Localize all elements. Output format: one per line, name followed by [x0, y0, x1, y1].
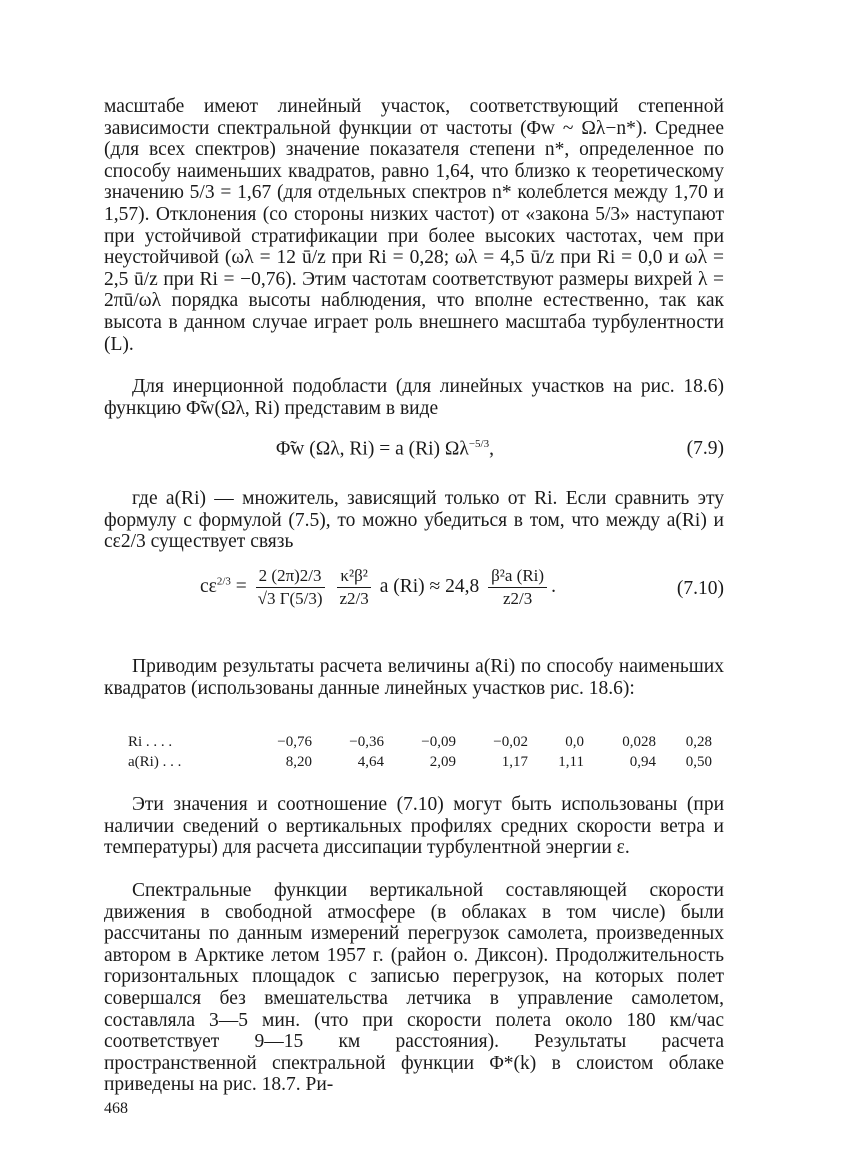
equation-7-10-end: .	[551, 575, 556, 597]
equation-7-10-fraction-2	[337, 566, 370, 609]
equation-7-10-number: (7.10)	[676, 578, 724, 599]
table-cell: 8,20	[285, 753, 312, 770]
paragraph-usage: Эти значения и соотношение (7.10) могут быть использованы (при наличии сведений о вертикальных профилях средних скорости ветра и температуры) для расчета диссипации турбулентной энергии ε.	[104, 794, 724, 859]
row-label-a: a(Ri) . . .	[128, 753, 182, 770]
fraction-1-denominator: √3 Γ(5/3)	[257, 589, 323, 608]
equation-7-9-exponent: −5/3	[468, 438, 490, 450]
table-cell: 4,64	[357, 753, 384, 770]
table-cell: 2,09	[429, 753, 456, 770]
equation-7-10-fraction-3	[488, 566, 547, 609]
equation-7-9-number: (7.9)	[686, 438, 724, 459]
equation-7-9-lhs: Φ̃w (Ωλ, Ri) = a (Ri) Ωλ	[276, 438, 469, 460]
row-label-ri: Ri . . . .	[128, 733, 173, 750]
table-cell: 0,50	[685, 753, 712, 770]
table-row-a	[128, 752, 712, 772]
table-row-ri	[128, 732, 712, 752]
paragraph-inertial-subrange: Для инерционной подобласти (для линейных участков на рис. 18.6) функцию Φ̃w(Ωλ, Ri) представим в виде	[104, 376, 724, 419]
table-cell: 0,028	[622, 733, 656, 750]
equation-7-10-fraction-1	[256, 566, 325, 609]
results-table	[128, 732, 712, 772]
fraction-1-numerator: 2 (2π)2/3	[256, 566, 325, 588]
table-cell: −0,76	[277, 733, 312, 750]
paragraph-relation: где a(Ri) — множитель, зависящий только от Ri. Если сравнить эту формулу с формулой (7.5), то можно убедиться в том, что между a(Ri) и cε2/3 существует связь	[104, 488, 724, 553]
equation-7-10	[104, 562, 724, 636]
table-cell: −0,02	[493, 733, 528, 750]
table-cell: 0,94	[629, 753, 656, 770]
equation-7-10-body	[200, 566, 556, 609]
table-cell: −0,09	[421, 733, 456, 750]
equation-7-9-body	[276, 438, 494, 461]
equation-7-10-eq: =	[235, 575, 247, 597]
equation-7-10-lhs: cε	[200, 575, 217, 597]
fraction-2-numerator: κ²β²	[337, 566, 370, 588]
page-number: 468	[104, 1100, 128, 1117]
fraction-3-denominator: z2/3	[502, 589, 533, 608]
table-cell: 1,11	[558, 753, 584, 770]
equation-7-9-tail: ,	[489, 438, 494, 460]
table-cell: −0,36	[349, 733, 384, 750]
table-cell: 0,0	[565, 733, 584, 750]
paragraph-vertical-velocity: Спектральные функции вертикальной составляющей скорости движения в свободной атмосфере (в облаках в том числе) были рассчитаны по данным измерений перегрузок самолета, произведенных автором в Арктике летом 1957 г. (район о. Диксон). Продолжительность горизонтальных площадок с записью перегрузок, на которых полет совершался без вмешательства летчика в управление самолетом, составляла 3—5 мин. (что при скорости полета около 180 км/час соответствует 9—15 км расстояния). Результаты расчета пространственной спектральной функции Φ*(k) в слоистом облаке приведены на рис. 18.7. Ри-	[104, 880, 724, 1096]
equation-7-9	[104, 438, 724, 468]
fraction-3-numerator: β²a (Ri)	[488, 566, 547, 588]
equation-7-10-lhs-exp: 2/3	[216, 575, 231, 588]
table-cell: 1,17	[501, 753, 528, 770]
paragraph-results: Приводим результаты расчета величины a(Ri) по способу наименьших квадратов (использованы данные линейных участков рис. 18.6):	[104, 656, 724, 699]
equation-7-10-mid: a (Ri) ≈ 24,8	[379, 575, 480, 597]
fraction-2-denominator: z2/3	[339, 589, 369, 608]
table-cell: 0,28	[685, 733, 712, 750]
paragraph-spectral-law: масштабе имеют линейный участок, соответствующий степенной зависимости спектральной функции от частоты (Φw ~ Ωλ−n*). Среднее (для всех спектров) значение показателя степени n*, определенное по способу наименьших квадратов, равно 1,64, что близко к теоретическому значению 5/3 = 1,67 (для отдельных спектров n* колеблется между 1,70 и 1,57). Отклонения (со стороны низких частот) от «закона 5/3» наступают при устойчивой стратификации при более высоких частотах, чем при неустойчивой (ωλ = 12 ū/z при Ri = 0,28; ωλ = 4,5 ū/z при Ri = 0,0 и ωλ = 2,5 ū/z при Ri = −0,76). Этим частотам соответствуют размеры вихрей λ = 2πū/ωλ порядка высоты наблюдения, что вполне естественно, так как высота в данном случае играет роль внешнего масштаба турбулентности (L).	[104, 96, 724, 355]
